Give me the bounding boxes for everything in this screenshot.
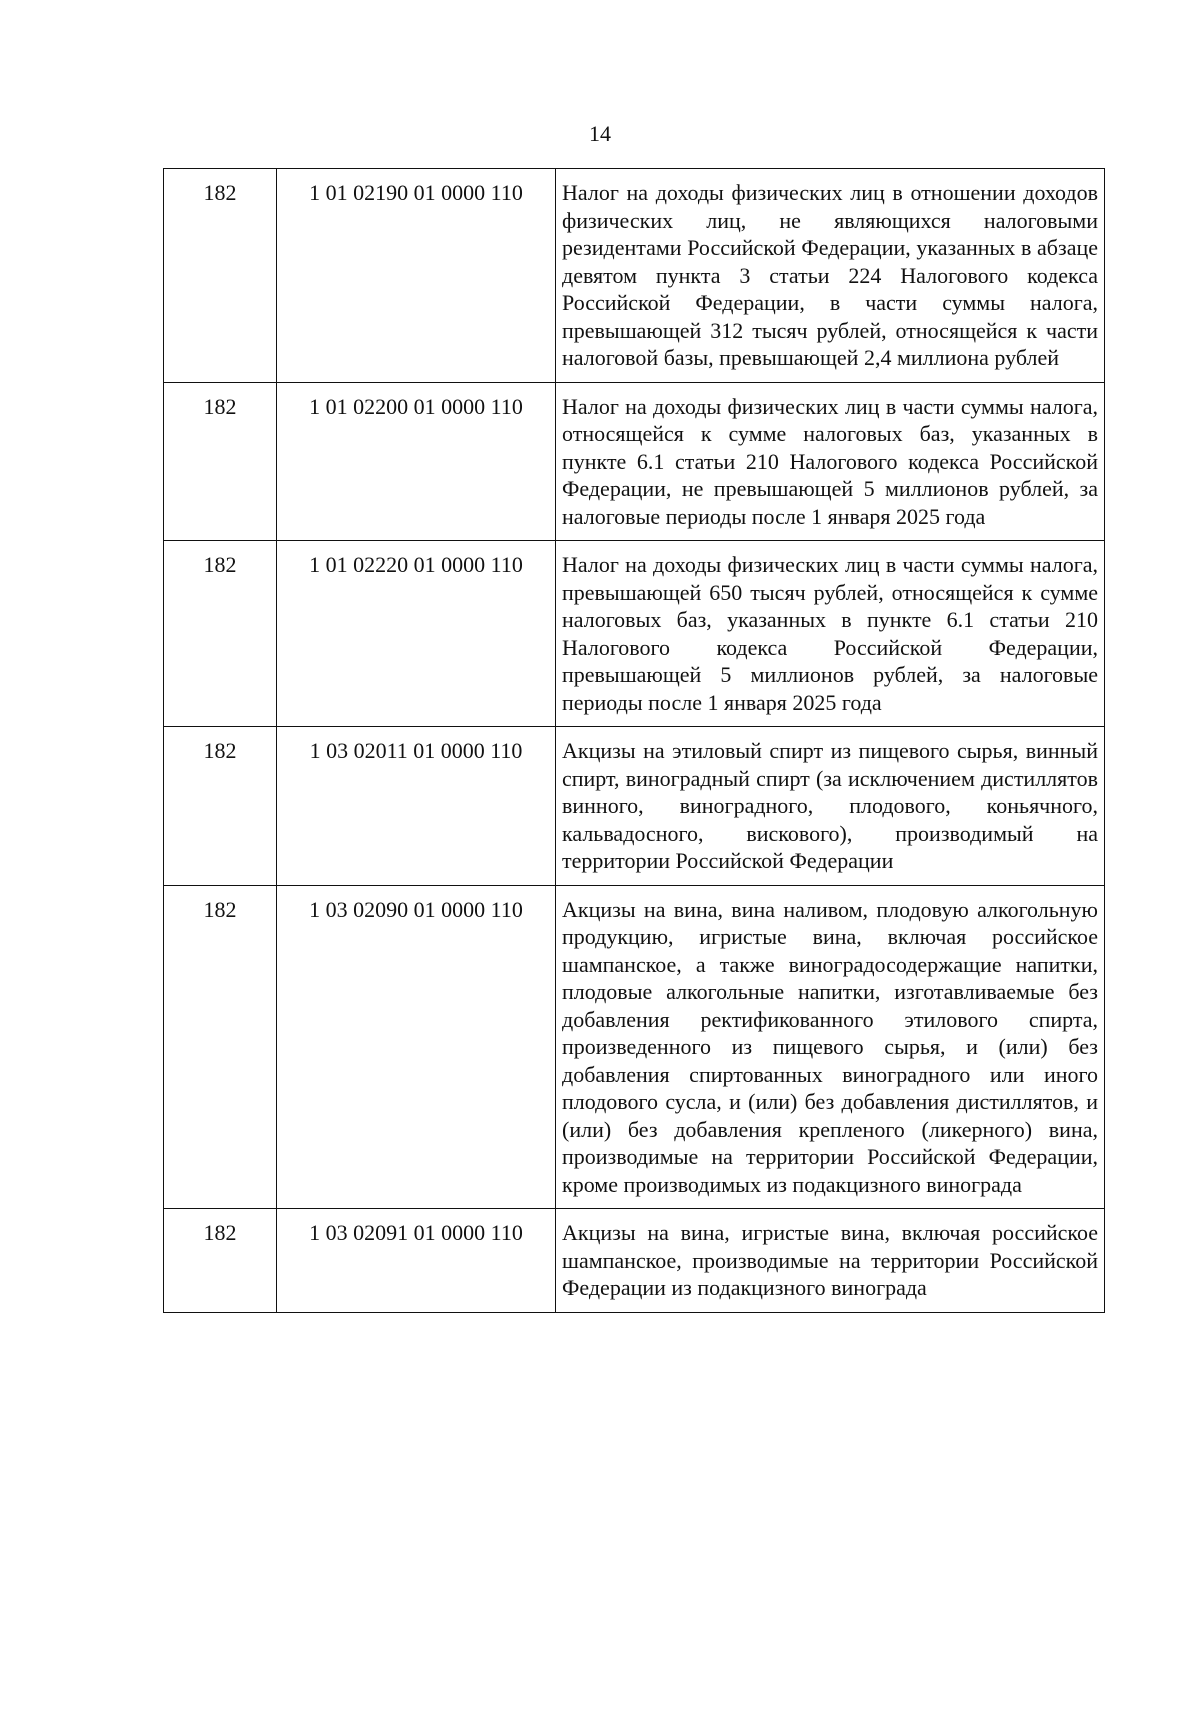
revenue-name-cell: Налог на доходы физических лиц в части суммы налога, превышающей 650 тысяч рублей, относящейся к сумме налоговых баз, указанных в пункте 6.1 статьи 210 Налогового кодекса Российской Федерации, превышающей 5 миллионов рублей, за налоговые периоды после 1 января 2025 года [556, 541, 1105, 727]
budget-classification-code-cell: 1 01 02200 01 0000 110 [277, 382, 556, 541]
budget-classification-code-cell: 1 03 02090 01 0000 110 [277, 885, 556, 1209]
table-row [164, 727, 1105, 886]
revenue-name-cell: Акцизы на вина, вина наливом, плодовую алкогольную продукцию, игристые вина, включая российское шампанское, а также виноградосодержащие напитки, плодовые алкогольные напитки, изготавливаемые без добавления ректификованного этилового спирта, произведенного из пищевого сырья, и (или) без добавления спиртованных виноградного или иного плодового сусла, и (или) без добавления дистиллятов, и (или) без добавления крепленого (ликерного) вина, производимые на территории Российской Федерации, кроме производимых из подакцизного винограда [556, 885, 1105, 1209]
table-row [164, 541, 1105, 727]
table-row [164, 382, 1105, 541]
revenue-name-cell: Налог на доходы физических лиц в части суммы налога, относящейся к сумме налоговых баз, указанных в пункте 6.1 статьи 210 Налогового кодекса Российской Федерации, не превышающей 5 миллионов рублей, за налоговые периоды после 1 января 2025 года [556, 382, 1105, 541]
table-row [164, 1209, 1105, 1313]
table-row [164, 885, 1105, 1209]
budget-classification-code-cell: 1 03 02011 01 0000 110 [277, 727, 556, 886]
admin-code-cell: 182 [164, 885, 277, 1209]
admin-code-cell: 182 [164, 541, 277, 727]
table-row [164, 169, 1105, 383]
budget-codes-table [163, 168, 1105, 1313]
admin-code-cell: 182 [164, 1209, 277, 1313]
budget-classification-code-cell: 1 03 02091 01 0000 110 [277, 1209, 556, 1313]
revenue-name-cell: Акцизы на этиловый спирт из пищевого сырья, винный спирт, виноградный спирт (за исключением дистиллятов винного, виноградного, плодового, коньячного, кальвадосного, вискового), производимый на территории Российской Федерации [556, 727, 1105, 886]
admin-code-cell: 182 [164, 382, 277, 541]
page-number: 14 [589, 121, 611, 146]
revenue-name-cell: Акцизы на вина, игристые вина, включая российское шампанское, производимые на территории Российской Федерации из подакцизного винограда [556, 1209, 1105, 1313]
budget-classification-code-cell: 1 01 02220 01 0000 110 [277, 541, 556, 727]
admin-code-cell: 182 [164, 727, 277, 886]
budget-classification-code-cell: 1 01 02190 01 0000 110 [277, 169, 556, 383]
admin-code-cell: 182 [164, 169, 277, 383]
revenue-name-cell: Налог на доходы физических лиц в отношении доходов физических лиц, не являющихся налоговыми резидентами Российской Федерации, указанных в абзаце девятом пункта 3 статьи 224 Налогового кодекса Российской Федерации, в части суммы налога, превышающей 312 тысяч рублей, относящейся к части налоговой базы, превышающей 2,4 миллиона рублей [556, 169, 1105, 383]
